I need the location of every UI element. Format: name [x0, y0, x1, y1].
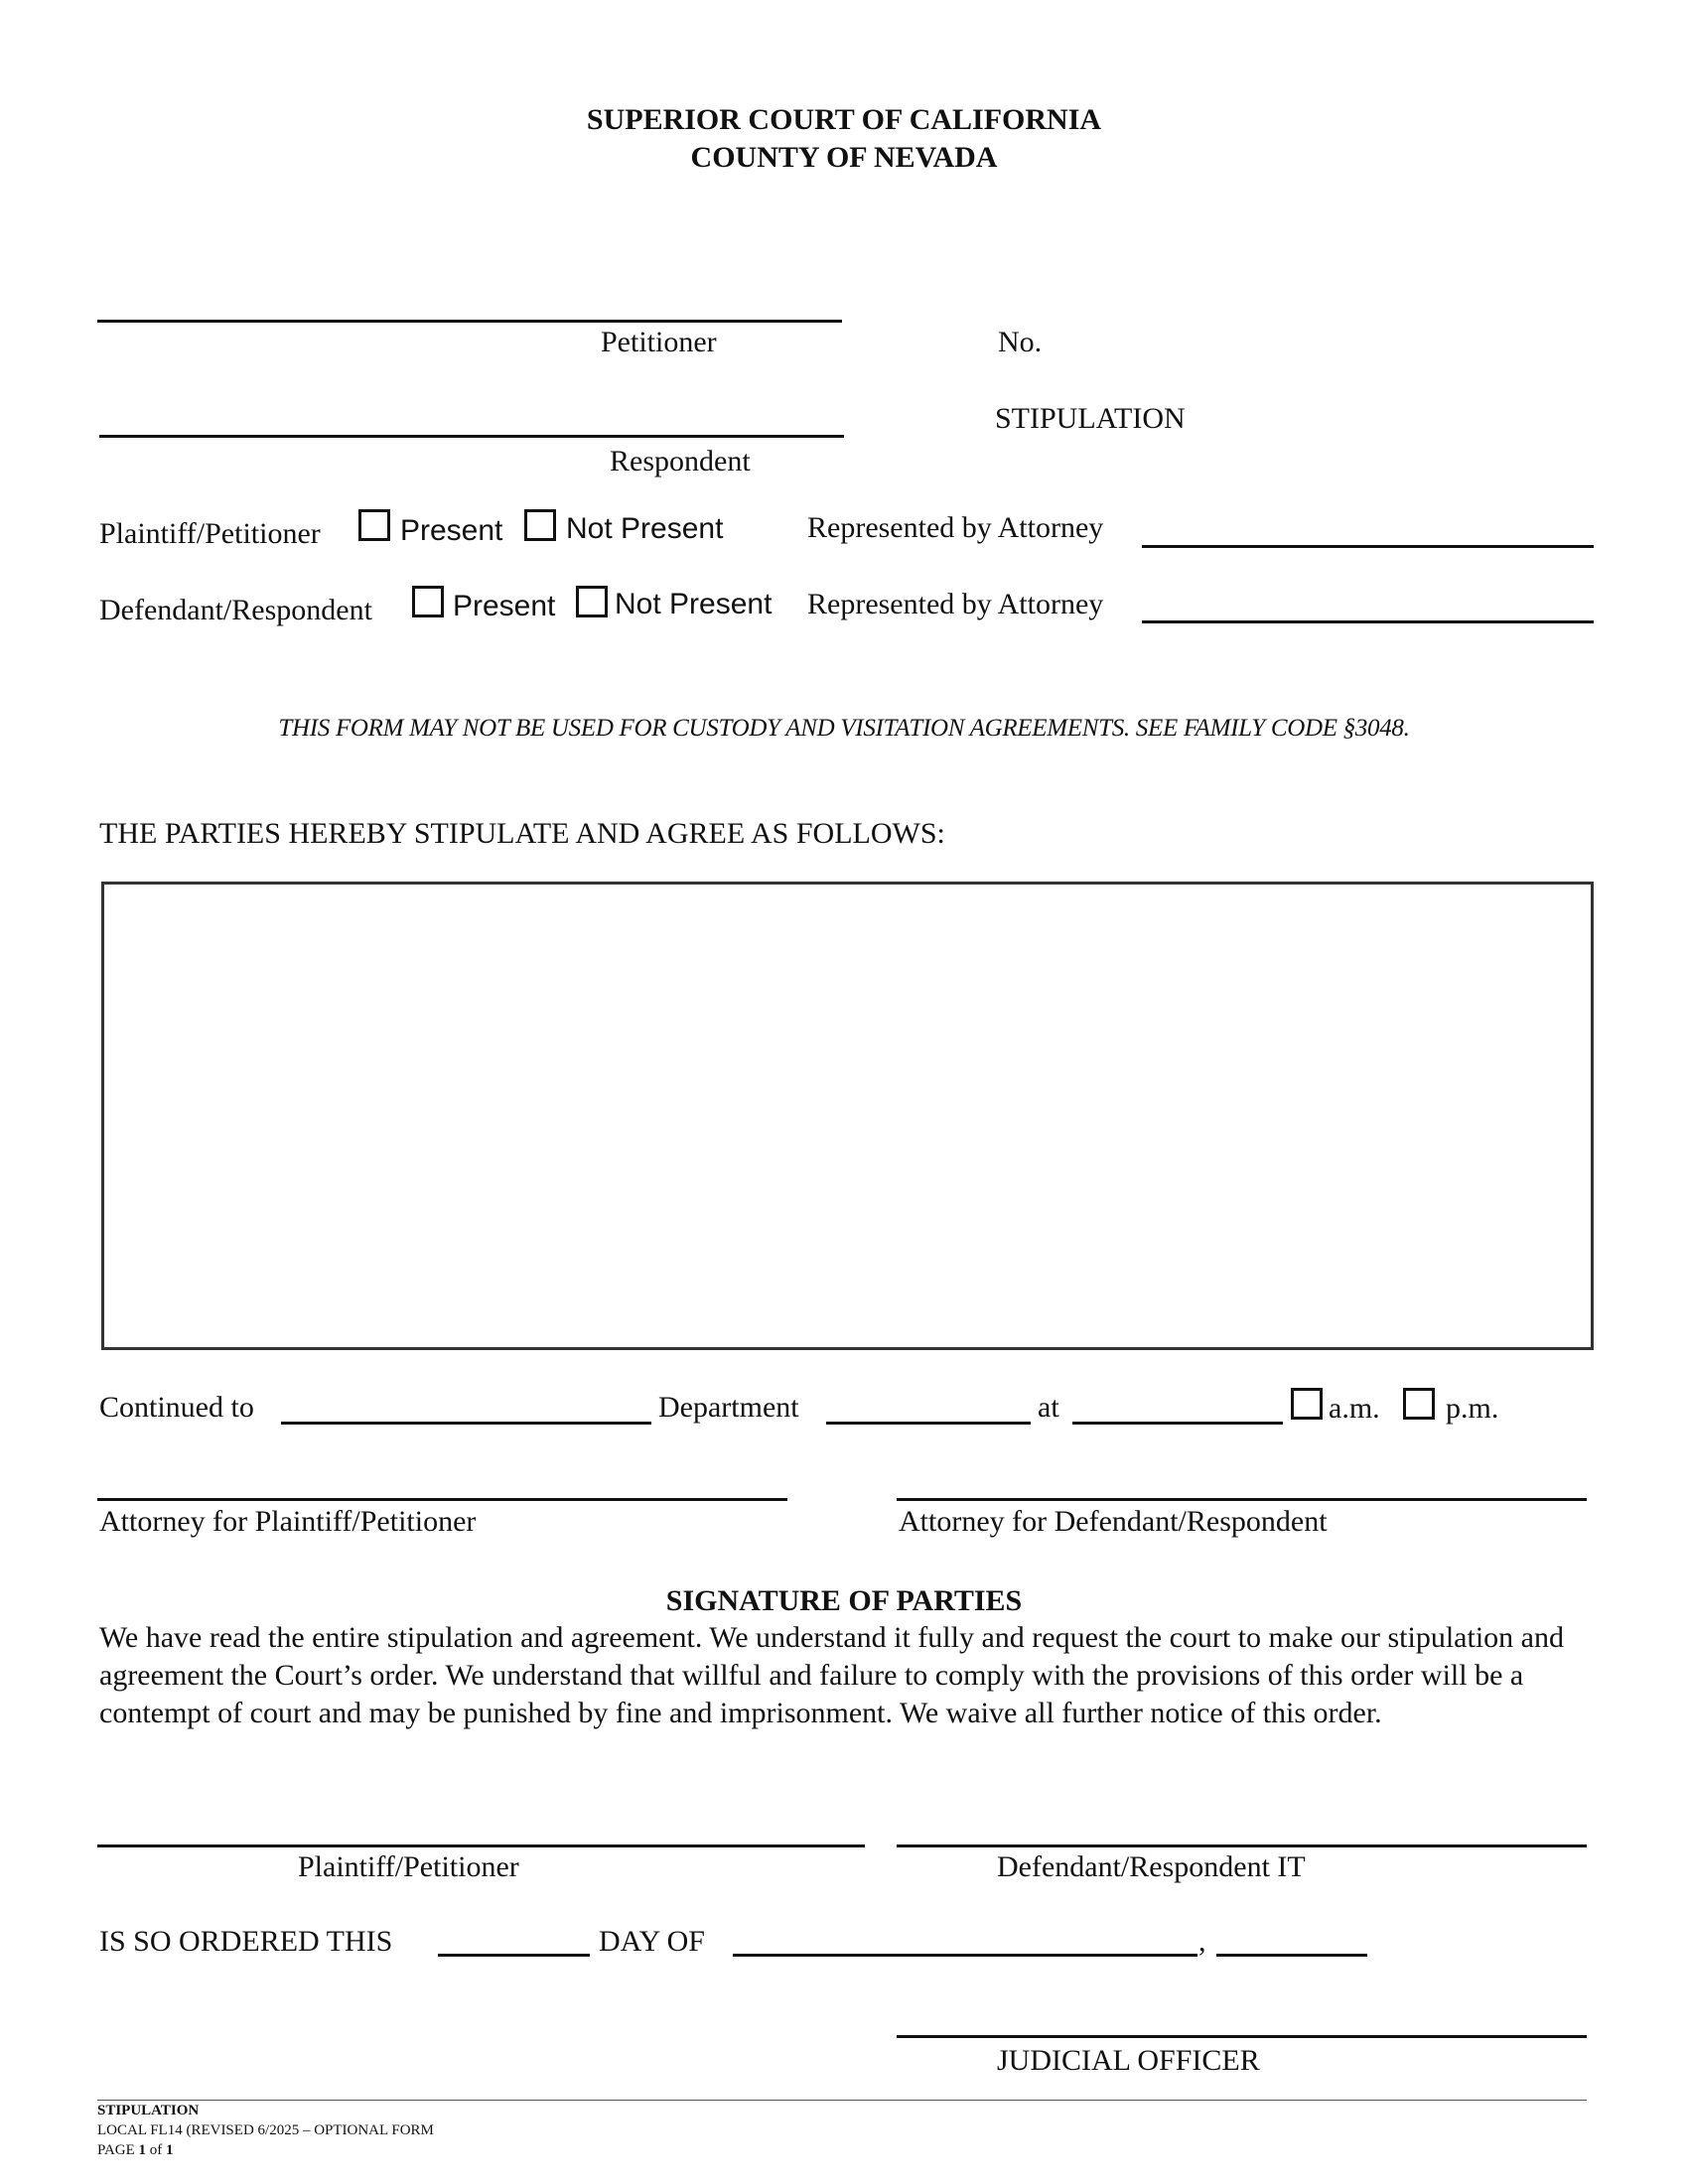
continued-to-label: Continued to	[99, 1391, 254, 1424]
plaintiff-attorney-signature-line[interactable]	[97, 1498, 787, 1501]
time-line[interactable]	[1072, 1422, 1283, 1425]
so-ordered-label: IS SO ORDERED THIS	[99, 1925, 393, 1958]
defendant-not-present-checkbox[interactable]	[576, 586, 608, 617]
footer-page-prefix: PAGE	[97, 2142, 139, 2158]
defendant-attorney-signature-line[interactable]	[897, 1498, 1587, 1501]
petitioner-line[interactable]	[97, 320, 842, 323]
footer-page-current: 1	[138, 2142, 147, 2158]
agreement-heading: THE PARTIES HEREBY STIPULATE AND AGREE AS FOLLOWS:	[99, 817, 945, 850]
plaintiff-signature-label: Plaintiff/Petitioner	[298, 1850, 519, 1883]
defendant-present-label: Present	[453, 590, 556, 622]
signature-heading: SIGNATURE OF PARTIES	[665, 1584, 1023, 1617]
defendant-present-checkbox[interactable]	[412, 586, 444, 617]
department-line[interactable]	[826, 1422, 1031, 1425]
am-label: a.m.	[1329, 1392, 1380, 1425]
defendant-attorney-line[interactable]	[1142, 620, 1594, 623]
plaintiff-present-checkbox[interactable]	[358, 509, 390, 541]
continued-date-line[interactable]	[281, 1422, 651, 1425]
plaintiff-signature-line[interactable]	[97, 1844, 865, 1847]
judicial-officer-signature-line[interactable]	[897, 2035, 1587, 2038]
plaintiff-not-present-label: Not Present	[566, 512, 724, 545]
day-of-label: DAY OF	[599, 1925, 705, 1958]
respondent-line[interactable]	[99, 435, 844, 438]
plaintiff-attorney-line[interactable]	[1142, 545, 1594, 548]
respondent-label: Respondent	[610, 445, 751, 478]
order-year-line[interactable]	[1216, 1954, 1367, 1957]
plaintiff-attorney-label: Attorney for Plaintiff/Petitioner	[99, 1505, 477, 1538]
at-label: at	[1038, 1391, 1059, 1424]
footer-page-total: 1	[166, 2142, 174, 2158]
defendant-signature-label: Defendant/Respondent IT	[997, 1850, 1306, 1883]
department-label: Department	[658, 1391, 799, 1424]
plaintiff-not-present-checkbox[interactable]	[524, 509, 556, 541]
footer-page-number	[97, 2141, 174, 2160]
order-comma: ,	[1198, 1925, 1206, 1958]
county-name: COUNTY OF NEVADA	[690, 141, 998, 174]
footer-form-id: LOCAL FL14 (REVISED 6/2025 – OPTIONAL FORM	[97, 2122, 434, 2138]
petitioner-label: Petitioner	[601, 326, 717, 358]
custody-notice: THIS FORM MAY NOT BE USED FOR CUSTODY AND VISITATION AGREEMENTS. SEE FAMILY CODE §3048.	[278, 715, 1410, 742]
order-day-line[interactable]	[438, 1954, 590, 1957]
signature-paragraph: We have read the entire stipulation and agreement. We understand it fully and request the court to make our stipulation and agreement the Court’s order. We understand that willful and failure to comply with the provisions of this order will be a contempt of court and may be punished by fine and imprisonment. We waive all further notice of this order.	[99, 1621, 1564, 1729]
defendant-appearance-label: Defendant/Respondent	[99, 594, 372, 626]
footer-page-of: of	[146, 2142, 167, 2158]
case-number-label: No.	[998, 326, 1043, 358]
order-month-line[interactable]	[733, 1954, 1197, 1957]
defendant-attorney-label: Attorney for Defendant/Respondent	[899, 1505, 1328, 1538]
defendant-signature-line[interactable]	[897, 1844, 1587, 1847]
plaintiff-appearance-label: Plaintiff/Petitioner	[99, 517, 321, 550]
footer-form-title: STIPULATION	[97, 2103, 200, 2118]
document-title: STIPULATION	[995, 402, 1186, 435]
court-name: SUPERIOR COURT OF CALIFORNIA	[586, 103, 1102, 136]
judicial-officer-label: JUDICIAL OFFICER	[997, 2044, 1260, 2077]
pm-label: p.m.	[1446, 1392, 1499, 1425]
footer-divider	[97, 2100, 1587, 2101]
plaintiff-present-label: Present	[400, 514, 503, 547]
agreement-text-box[interactable]	[101, 882, 1594, 1350]
am-checkbox[interactable]	[1291, 1388, 1323, 1420]
defendant-not-present-label: Not Present	[615, 588, 773, 620]
defendant-represented-label: Represented by Attorney	[807, 588, 1104, 620]
pm-checkbox[interactable]	[1403, 1388, 1435, 1420]
plaintiff-represented-label: Represented by Attorney	[807, 511, 1104, 544]
